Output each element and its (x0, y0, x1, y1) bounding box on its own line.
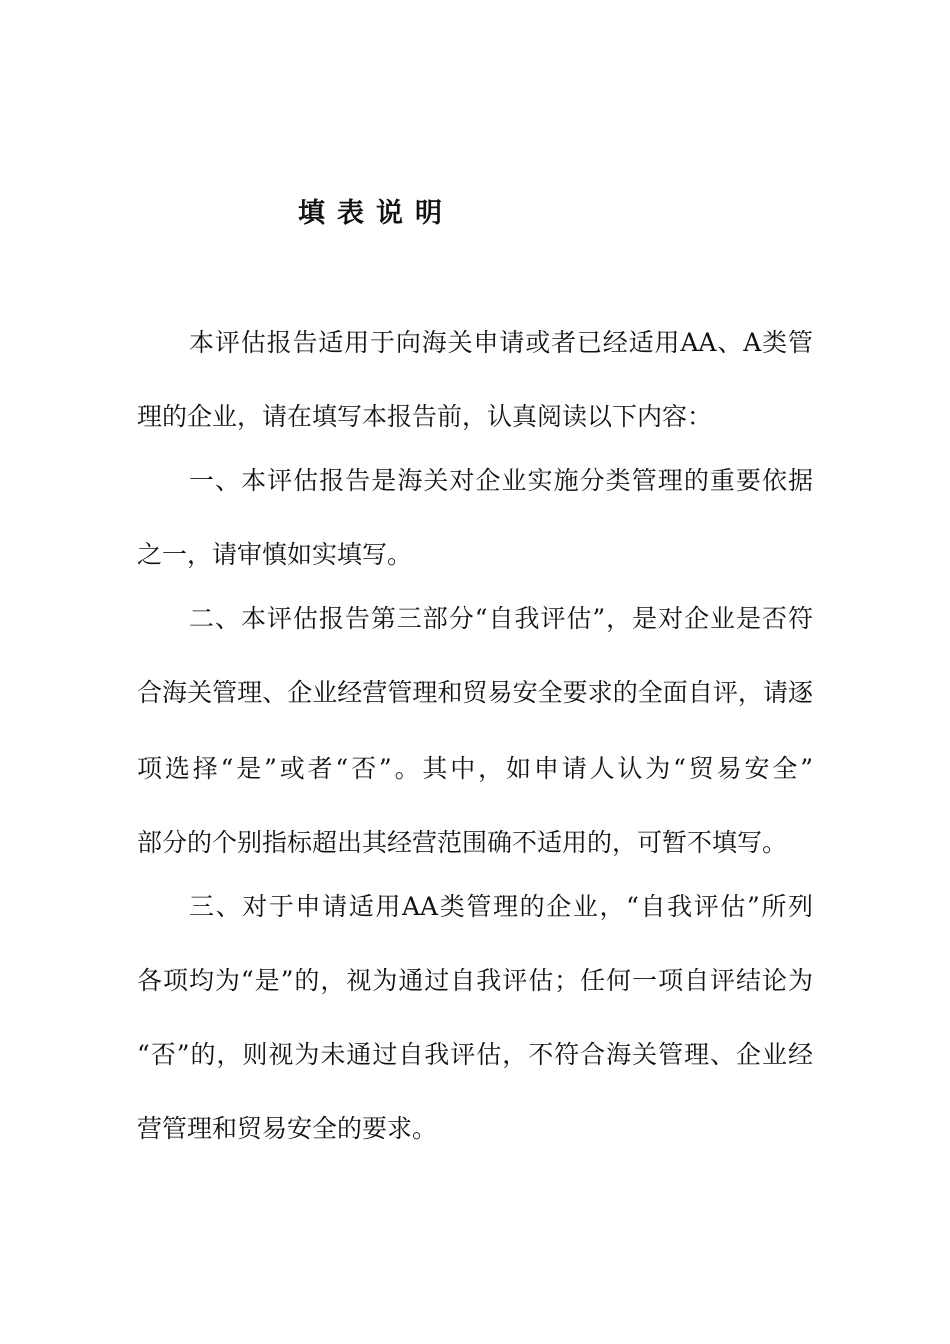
paragraph-item-1-line-2: 之一，请审慎如实填写。 (137, 540, 413, 569)
paragraph-item-3-line-2: 各项均为“是”的，视为通过自我评估；任何一项自评结论为 (137, 966, 813, 995)
paragraph-intro-line-1: 本评估报告适用于向海关申请或者已经适用AA、A类管 (189, 328, 813, 357)
paragraph-item-1-line-1: 一、本评估报告是海关对企业实施分类管理的重要依据 (189, 466, 813, 495)
paragraph-item-2-line-1: 二、本评估报告第三部分“自我评估”，是对企业是否符 (189, 604, 813, 633)
paragraph-item-3-line-3: “否”的，则视为未通过自我评估，不符合海关管理、企业经 (137, 1040, 813, 1069)
paragraph-item-2-line-4: 部分的个别指标超出其经营范围确不适用的，可暂不填写。 (137, 828, 788, 857)
paragraph-intro-line-2: 理的企业，请在填写本报告前，认真阅读以下内容： (137, 402, 713, 431)
document-title: 填表说明 (298, 198, 454, 229)
paragraph-item-2-line-2: 合海关管理、企业经营管理和贸易安全要求的全面自评，请逐 (137, 678, 813, 707)
paragraph-item-3-line-1: 三、对于申请适用AA类管理的企业，“自我评估”所列 (189, 892, 813, 921)
paragraph-item-2-line-3: 项选择“是”或者“否”。其中，如申请人认为“贸易安全” (137, 754, 813, 783)
paragraph-item-3-line-4: 营管理和贸易安全的要求。 (137, 1114, 438, 1143)
